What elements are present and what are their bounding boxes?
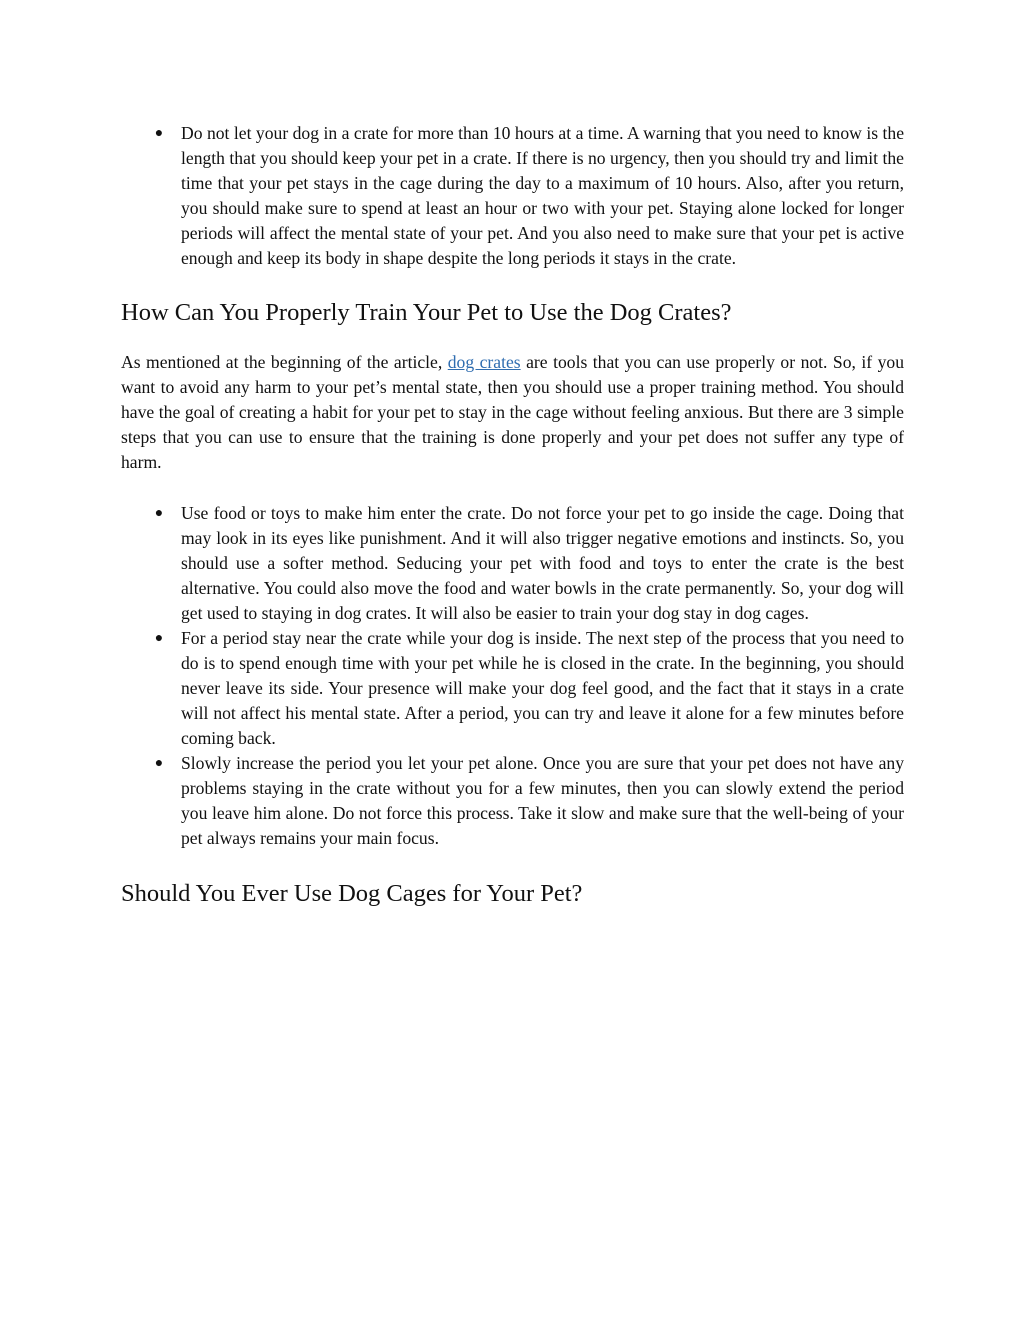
list-item bbox=[121, 751, 904, 851]
list-item-text: Slowly increase the period you let your pet alone. Once you are sure that your pet does not have any problems staying in the crate without you for a few minutes, then you can slowly extend the period you leave him alone. Do not force this process. Take it slow and make sure that the well-being of your pet always remains your main focus. bbox=[181, 753, 904, 848]
list-item bbox=[121, 626, 904, 751]
list-item-text: For a period stay near the crate while your dog is inside. The next step of the process that you need to do is to spend enough time with your pet while he is closed in the crate. In the beginning, you should never leave its side. Your presence will make your dog feel good, and the fact that it stays in a crate will not affect his mental state. After a period, you can try and leave it alone for a few minutes before coming back. bbox=[181, 628, 904, 748]
intro-text-before-link: As mentioned at the beginning of the article, bbox=[121, 352, 448, 372]
bullet-icon: ● bbox=[154, 756, 164, 771]
bullet-icon: ● bbox=[154, 126, 164, 141]
bullet-icon: ● bbox=[154, 631, 164, 646]
list-item bbox=[121, 121, 904, 271]
section-heading-train: How Can You Properly Train Your Pet to Use the Dog Crates? bbox=[121, 299, 732, 326]
intro-paragraph bbox=[121, 350, 904, 475]
dog-crates-link[interactable]: dog crates bbox=[447, 352, 521, 372]
section-heading-cages: Should You Ever Use Dog Cages for Your Pet? bbox=[121, 880, 583, 907]
training-steps-list bbox=[121, 501, 904, 851]
crate-time-list bbox=[121, 121, 904, 271]
list-item-text: Use food or toys to make him enter the crate. Do not force your pet to go inside the cage. Doing that may look in its eyes like punishment. And it will also trigger negative emotions and instincts. So, you should use a softer method. Seducing your pet with food and toys to enter the crate is the best alternative. You could also move the food and water bowls in the crate permanently. So, your dog will get used to staying in dog crates. It will also be easier to train your dog stay in dog cages. bbox=[181, 503, 904, 623]
bullet-icon: ● bbox=[154, 506, 164, 521]
list-item bbox=[121, 501, 904, 626]
document-page bbox=[121, 121, 904, 910]
intro-text-after-link: are tools that you can use properly or not. So, if you want to avoid any harm to your pet’s mental state, then you should use a proper training method. You should have the goal of creating a habit for your pet to stay in the cage without feeling anxious. But there are 3 simple steps that you can use to ensure that the training is done properly and your pet does not suffer any type of harm. bbox=[121, 352, 905, 472]
list-item-text: Do not let your dog in a crate for more than 10 hours at a time. A warning that you need to know is the length that you should keep your pet in a crate. If there is no urgency, then you should try and limit the time that your pet stays in the cage during the day to a maximum of 10 hours. Also, after you return, you should make sure to spend at least an hour or two with your pet. Staying alone locked for longer periods will affect the mental state of your pet. And you also need to make sure that your pet is active enough and keep its body in shape despite the long periods it stays in the crate. bbox=[181, 123, 904, 268]
